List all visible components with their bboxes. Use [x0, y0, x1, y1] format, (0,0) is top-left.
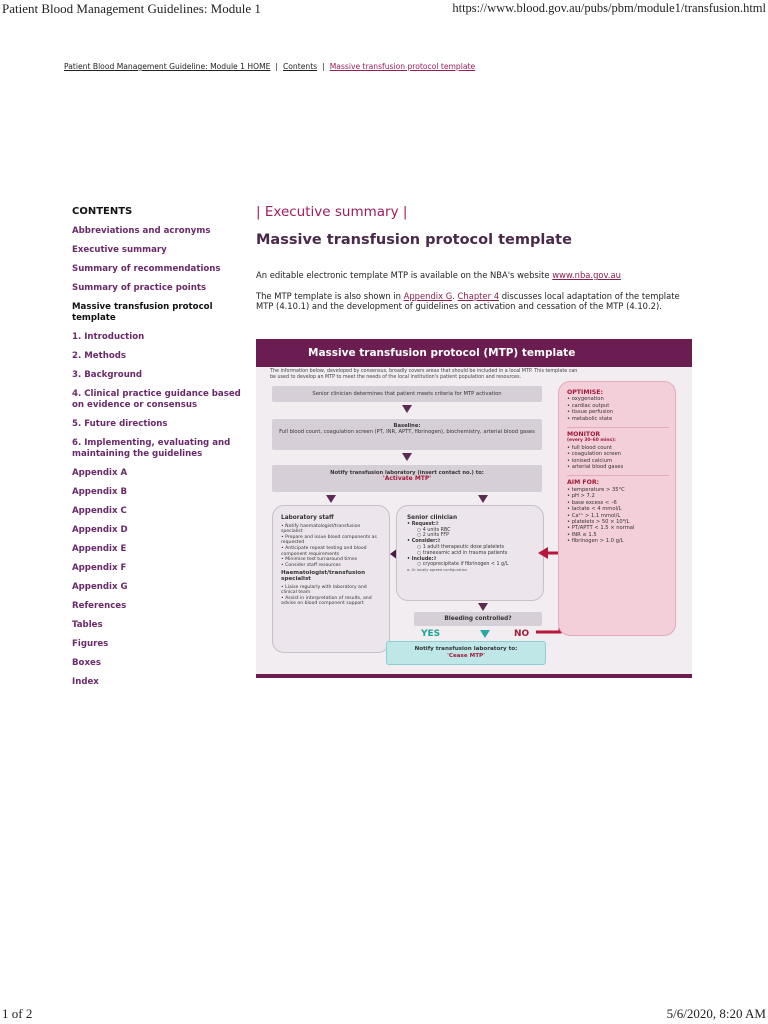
print-datetime: 5/6/2020, 8:20 AM	[666, 1006, 766, 1021]
optimise-item: • metabolic state	[567, 415, 613, 422]
contents-title: CONTENTS	[72, 206, 133, 217]
para2-text-a: The MTP template is also shown in	[256, 290, 404, 301]
sidebar-item-boxes[interactable]: Boxes	[72, 658, 101, 668]
bleeding-controlled-box: Bleeding controlled?	[414, 612, 542, 626]
laboratory-staff-box	[272, 505, 390, 653]
clinician-include-item: ○ cryoprecipitate if fibrinogen < 1 g/L	[417, 562, 509, 568]
sidebar-item-summary-practice-points[interactable]: Summary of practice points	[72, 283, 207, 293]
cease-heading: Notify transfusion laboratory to:	[414, 646, 518, 652]
lab-staff-heading: Laboratory staff	[281, 515, 334, 521]
clinician-consider-item: ○ 1 adult therapeutic dose platelets	[417, 544, 505, 550]
monitor-heading: MONITOR	[567, 431, 601, 439]
breadcrumb-separator: |	[275, 62, 278, 71]
main-content	[256, 204, 692, 322]
clinician-request: • Request:ª	[407, 521, 439, 527]
aim-item: • PT/APTT < 1.5 × normal	[567, 525, 635, 532]
lab-item: • Prepare and issue blood components as requested	[281, 534, 377, 546]
contents-sidebar	[72, 206, 242, 696]
nba-website-link[interactable]: www.nba.gov.au	[552, 270, 621, 280]
haematologist-item: • Liaise regularly with laboratory and clinical team	[281, 584, 367, 596]
yes-label: YES	[421, 629, 441, 639]
sidebar-item-figures[interactable]: Figures	[72, 639, 109, 649]
mtp-paragraph	[256, 291, 692, 312]
breadcrumb-home-link[interactable]: Patient Blood Management Guideline: Module 1 HOME	[64, 62, 271, 71]
clinician-include: • Include:ª	[407, 556, 437, 562]
aim-item: • fibrinogen > 1.0 g/L	[567, 538, 624, 545]
sidebar-item-appendix-b[interactable]: Appendix B	[72, 487, 128, 497]
sidebar-item-future-directions[interactable]: 5. Future directions	[72, 419, 168, 429]
optimise-item: • tissue perfusion	[567, 409, 614, 416]
aim-item: • base excess < –6	[567, 499, 617, 506]
lab-item: • Minimise test turnaround times	[281, 557, 358, 563]
aim-item: • temperature > 35°C	[567, 486, 625, 493]
aim-item: • platelets > 50 × 10⁹/L	[567, 518, 630, 525]
sidebar-item-appendix-f[interactable]: Appendix F	[72, 563, 127, 573]
breadcrumb	[64, 62, 475, 71]
mtp-intro: The information below, developed by consensus, broadly covers areas that should be included in a local MTP. This template can be used to develop an MTP to meet the needs of the local institution's patient population and resources.	[270, 369, 578, 380]
sidebar-item-appendix-c[interactable]: Appendix C	[72, 506, 127, 516]
sidebar-item-implementing[interactable]: 6. Implementing, evaluating and maintaining the guidelines	[72, 438, 231, 459]
activate-mtp-text: 'Activate MTP'	[382, 475, 432, 483]
senior-clinician-box	[396, 505, 544, 601]
optimise-monitor-aim-panel	[558, 381, 676, 636]
haematologist-heading: Haematologist/transfusion specialist	[281, 570, 366, 582]
arrow-down-icon	[478, 495, 488, 503]
page-title: Massive transfusion protocol template	[256, 232, 572, 248]
page-number: 1 of 2	[2, 1006, 33, 1021]
arrow-down-icon	[478, 603, 488, 611]
monitor-subheading: (every 30–60 mins):	[567, 438, 616, 444]
clinician-consider-item: ○ tranexamic acid in trauma patients	[417, 550, 508, 556]
monitor-item: • coagulation screen	[567, 451, 621, 458]
monitor-item: • arterial blood gases	[567, 464, 624, 471]
lab-item: • Notify haematologist/transfusion specialist	[281, 523, 361, 535]
mtp-bottom-bar	[256, 674, 692, 678]
optimise-heading: OPTIMISE:	[567, 389, 603, 396]
monitor-item: • full blood count	[567, 444, 613, 451]
chapter-4-link[interactable]: Chapter 4	[457, 290, 500, 301]
print-header-title: Patient Blood Management Guidelines: Module 1	[2, 1, 261, 16]
no-label: NO	[514, 629, 530, 639]
clinician-request-item: ○ 2 units FFP	[417, 533, 450, 539]
sidebar-item-mtp-template[interactable]: Massive transfusion protocol template	[72, 302, 213, 323]
executive-summary-link[interactable]: | Executive summary |	[256, 204, 408, 220]
sidebar-item-index[interactable]: Index	[72, 677, 99, 687]
breadcrumb-current-link[interactable]: Massive transfusion protocol template	[329, 62, 476, 71]
breadcrumb-contents-link[interactable]: Contents	[282, 62, 318, 71]
para1-text: An editable electronic template MTP is available on the NBA's website	[256, 270, 553, 280]
breadcrumb-separator: |	[322, 62, 325, 71]
clinician-note: a. Or locally agreed configuration	[407, 568, 468, 573]
cease-mtp-box	[386, 641, 546, 665]
arrow-down-icon	[402, 453, 412, 461]
haematologist-item: • Assist in interpretation of results, and advise on blood component support	[281, 595, 372, 607]
aim-heading: AIM FOR:	[567, 479, 600, 487]
notify-heading: Notify transfusion laboratory (insert contact no.) to:	[330, 470, 484, 476]
para2-text-b: .	[452, 290, 458, 301]
arrow-down-icon	[326, 495, 336, 503]
sidebar-item-clinical-guidance[interactable]: 4. Clinical practice guidance based on evidence or consensus	[72, 389, 241, 410]
print-header-url: https://www.blood.gov.au/pubs/pbm/module1/transfusion.html	[452, 1, 766, 15]
monitor-item: • ionised calcium	[567, 457, 612, 464]
sidebar-item-background[interactable]: 3. Background	[72, 370, 143, 380]
aim-item: • pH > 7.2	[567, 493, 595, 500]
mtp-step-activation-criteria: Senior clinician determines that patient meets criteria for MTP activation	[272, 386, 542, 402]
baseline-text: Full blood count, coagulation screen (PT, INR, APTT, fibrinogen), biochemistry, arterial blood gases	[279, 429, 535, 436]
sidebar-item-summary-recommendations[interactable]: Summary of recommendations	[72, 264, 221, 274]
optimise-item: • cardiac output	[567, 402, 610, 409]
divider	[567, 475, 669, 476]
sidebar-item-introduction[interactable]: 1. Introduction	[72, 332, 145, 342]
yes-arrow-icon	[480, 630, 490, 638]
sidebar-item-appendix-g[interactable]: Appendix G	[72, 582, 128, 592]
aim-item: • INR ≤ 1.5	[567, 531, 597, 538]
print-footer	[0, 1004, 768, 1024]
sidebar-item-abbreviations[interactable]: Abbreviations and acronyms	[72, 226, 211, 236]
lab-item: • Anticipate repeat testing and blood component requirements	[281, 545, 367, 557]
appendix-g-link[interactable]: Appendix G	[403, 290, 453, 301]
mtp-step-activate	[272, 465, 542, 492]
clinician-request-item: ○ 4 units RBC	[417, 527, 451, 533]
senior-clinician-heading: Senior clinician	[407, 515, 458, 521]
sidebar-item-appendix-e[interactable]: Appendix E	[72, 544, 127, 554]
sidebar-item-executive-summary[interactable]: Executive summary	[72, 245, 167, 255]
sidebar-item-references[interactable]: References	[72, 601, 127, 611]
divider	[567, 427, 669, 428]
arrow-down-icon	[402, 405, 412, 413]
aim-item: • lactate < 4 mmol/L	[567, 506, 622, 513]
aim-item: • Ca²⁺ > 1.1 mmol/L	[567, 512, 621, 519]
sidebar-item-tables[interactable]: Tables	[72, 620, 103, 630]
sidebar-item-appendix-a[interactable]: Appendix A	[72, 468, 128, 478]
sidebar-item-methods[interactable]: 2. Methods	[72, 351, 127, 361]
optimise-item: • oxygenation	[567, 396, 604, 403]
clinician-consider: • Consider:ª	[407, 539, 441, 545]
para2-text-c: discusses local adaptation of the template MTP (4.10.1) and the development of guidelines on activation and cessation of the MTP (4.10.2).	[256, 290, 680, 311]
print-header	[0, 0, 768, 20]
lab-item: • Consider staff resources	[281, 562, 341, 568]
sidebar-item-appendix-d[interactable]: Appendix D	[72, 525, 128, 535]
mtp-infographic	[256, 339, 692, 678]
baseline-heading: Baseline:	[393, 423, 421, 429]
cease-mtp-text: 'Cease MTP'	[447, 653, 485, 659]
intro-paragraph	[256, 270, 692, 281]
mtp-title: Massive transfusion protocol (MTP) template	[308, 347, 576, 359]
mtp-step-baseline	[272, 419, 542, 450]
